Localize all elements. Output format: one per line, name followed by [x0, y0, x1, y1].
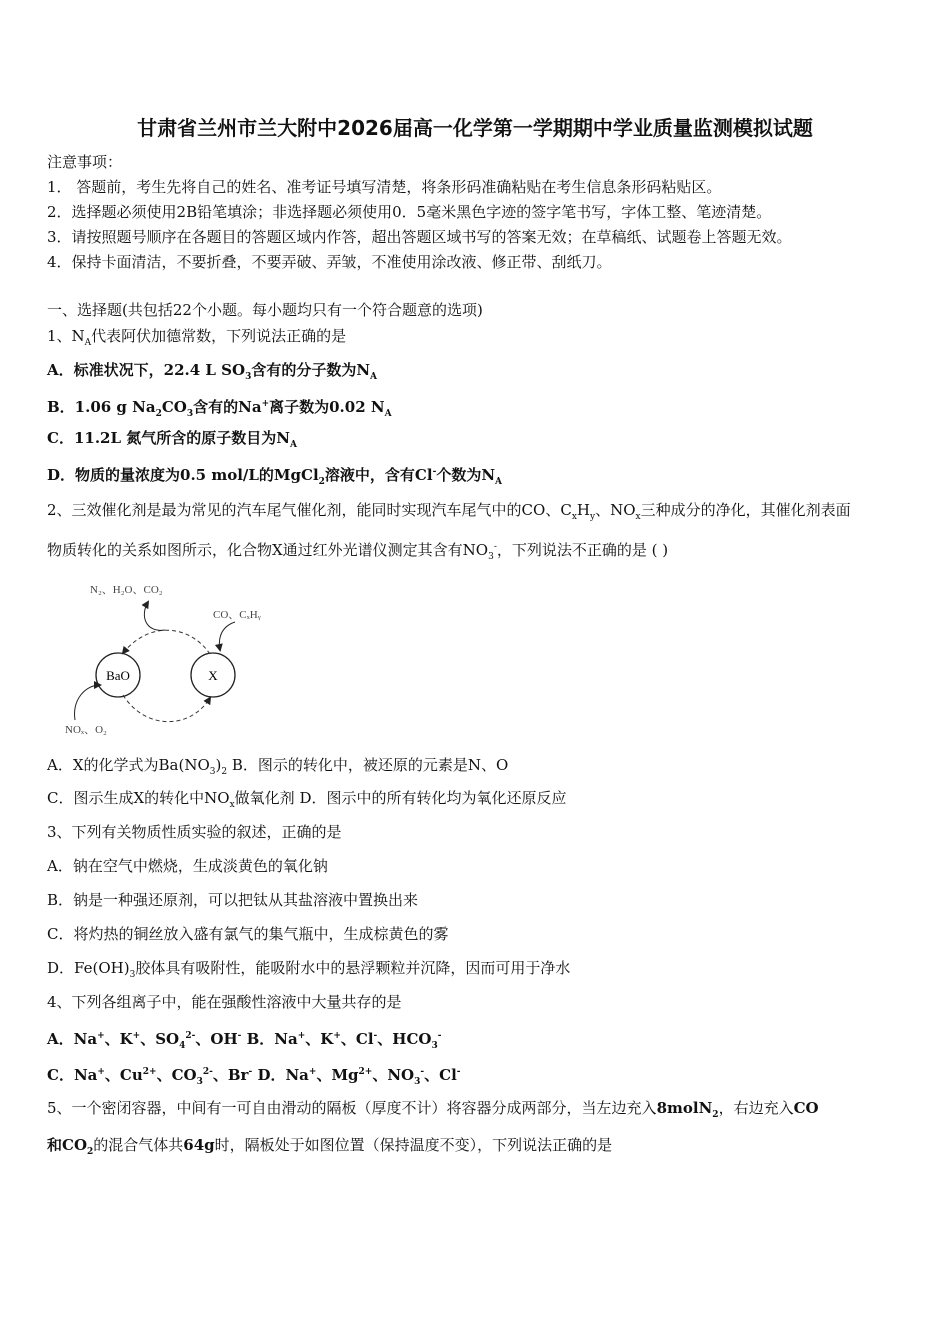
text-segment: 5、一个密闭容器，中间有一可自由滑动的隔板（厚度不计）将容器分成两部分，当左边充入: [47, 1099, 657, 1117]
text-segment: -: [420, 1067, 425, 1077]
text-line: [47, 1026, 441, 1056]
text-segment: A．Na: [47, 1030, 98, 1048]
text-segment: -: [237, 1031, 242, 1041]
text-segment: D．物质的量浓度为0.5 mol/L的MgCl: [47, 466, 319, 484]
text-segment: x: [635, 512, 641, 522]
text-segment: 、Cu: [104, 1066, 143, 1084]
bao-label: BaO: [106, 668, 130, 683]
text-segment: 个数为N: [436, 466, 496, 484]
text-segment: 、Br: [212, 1066, 249, 1084]
text-segment: B．钠是一种强还原剂，可以把钛从其盐溶液中置换出来: [47, 891, 419, 909]
text-segment: 、Mg: [316, 1066, 359, 1084]
text-segment: 2: [318, 477, 325, 487]
text-segment: D．Fe(OH): [47, 959, 130, 977]
text-line: [47, 428, 297, 455]
text-segment: 2．选择题必须使用2B铅笔填涂；非选择题必须使用0．5毫米黑色字迹的签字笔书写，字体工整、笔迹清楚。: [47, 203, 772, 221]
text-segment: 3: [414, 1077, 421, 1087]
text-segment: 胶体具有吸附性，能吸附水中的悬浮颗粒并沉降，因而可用于净水: [135, 959, 571, 977]
text-segment: 离子数为0.02 N: [269, 398, 385, 416]
text-segment: CO: [793, 1099, 819, 1117]
text-segment: 溶液中，含有Cl: [324, 466, 433, 484]
text-segment: 3: [186, 409, 194, 419]
text-segment: 、OH: [195, 1030, 238, 1048]
text-segment: -: [373, 1031, 378, 1041]
text-segment: A: [370, 372, 378, 382]
text-line: [47, 788, 566, 815]
text-line: [47, 152, 122, 172]
text-segment: B．图示的转化中，被还原的元素是N、O: [227, 756, 509, 774]
text-line: [47, 1098, 819, 1125]
text-line: [47, 360, 377, 387]
text-segment: 1． 答题前，考生先将自己的姓名、准考证号填写清楚，将条形码准确粘贴在考生信息条形码粘贴区。: [47, 178, 722, 196]
text-segment: 2、三效催化剂是最为常见的汽车尾气催化剂，能同时实现汽车尾气中的CO、C: [47, 501, 572, 519]
text-line: [47, 537, 668, 567]
text-segment: B．1.06 g Na: [47, 398, 156, 416]
text-segment: -: [493, 542, 497, 552]
text-segment: B．Na: [241, 1030, 298, 1048]
text-segment: 4．保持卡面清洁，不要折叠，不要弄破、弄皱，不准使用涂改液、修正带、刮纸刀。: [47, 253, 612, 271]
text-line: [47, 1135, 612, 1162]
text-line: [47, 394, 392, 424]
text-segment: C．将灼热的铜丝放入盛有氯气的集气瓶中，生成棕黄色的雾: [47, 925, 449, 943]
text-segment: x: [571, 512, 577, 522]
text-segment: A: [84, 338, 92, 348]
text-segment: -: [248, 1067, 253, 1077]
text-line: [47, 755, 508, 782]
text-segment: 含有的Na: [193, 398, 262, 416]
text-segment: +: [261, 399, 270, 409]
text-segment: 、CO: [156, 1066, 197, 1084]
text-segment: 1、N: [47, 327, 85, 345]
text-segment: ): [215, 756, 222, 774]
text-segment: ，右边充入: [718, 1099, 794, 1117]
text-segment: A: [289, 440, 297, 450]
text-segment: A．X的化学式为Ba(NO: [47, 756, 210, 774]
text-segment: CO: [161, 398, 187, 416]
text-line: [47, 300, 483, 320]
text-line: [47, 177, 721, 197]
text-segment: 注意事项：: [47, 153, 123, 171]
text-segment: 一、选择题(共包括22个小题。每小题均只有一个符合题意的选项): [47, 301, 483, 319]
text-segment: 3: [245, 372, 252, 382]
text-segment: 4: [179, 1041, 186, 1051]
text-segment: 、Cl: [340, 1030, 374, 1048]
text-segment: 2: [221, 767, 228, 777]
text-segment: 2: [712, 1110, 719, 1120]
text-segment: +: [308, 1067, 317, 1077]
text-line: [47, 856, 328, 876]
text-segment: 3: [431, 1041, 438, 1051]
text-segment: 、HCO: [377, 1030, 432, 1048]
text-segment: 3: [129, 970, 136, 980]
text-segment: A: [495, 477, 503, 487]
text-segment: 的混合气体共: [93, 1136, 184, 1154]
reactants-left-label: NOₓ、O₂: [65, 724, 107, 736]
text-segment: 3: [488, 552, 494, 562]
text-segment: 代表阿伏加德常数，下列说法正确的是: [91, 327, 347, 345]
text-segment: 2+: [142, 1067, 157, 1077]
text-segment: 3．请按照题号顺序在各题目的答题区域内作答，超出答题区域书写的答案无效；在草稿纸、试题卷上答题无效。: [47, 228, 792, 246]
text-segment: 和CO: [47, 1136, 88, 1154]
text-segment: 、K: [104, 1030, 133, 1048]
text-line: [47, 252, 612, 272]
text-segment: +: [97, 1031, 105, 1041]
text-segment: A．标准状况下，22.4 L SO: [47, 361, 246, 379]
text-segment: 2-: [185, 1031, 196, 1041]
text-segment: 4、下列各组离子中，能在强酸性溶液中大量共存的是: [47, 993, 402, 1011]
text-segment: 含有的分子数为N: [251, 361, 371, 379]
text-segment: A: [384, 409, 392, 419]
text-segment: 、K: [305, 1030, 334, 1048]
text-segment: 、Cl: [424, 1066, 457, 1084]
products-label: N₂、H₂O、CO₂: [90, 584, 163, 596]
text-segment: C．Na: [47, 1066, 98, 1084]
text-segment: 三种成分的净化，其催化剂表面: [640, 501, 851, 519]
text-segment: y: [589, 512, 596, 522]
text-segment: 物质转化的关系如图所示，化合物X通过红外光谱仪测定其含有NO: [47, 541, 489, 559]
text-line: [47, 924, 448, 944]
text-line: [47, 326, 346, 353]
text-line: [47, 500, 851, 527]
text-segment: C．图示生成X的转化中NO: [47, 789, 230, 807]
text-segment: H: [576, 501, 590, 519]
text-line: [47, 202, 771, 222]
text-line: [47, 890, 418, 910]
text-segment: -: [437, 1031, 442, 1041]
text-segment: -: [432, 467, 437, 477]
catalyst-diagram: [60, 575, 300, 740]
text-line: [47, 1062, 461, 1092]
text-segment: 3: [209, 767, 216, 777]
text-line: [47, 958, 570, 985]
text-segment: 3、下列有关物质性质实验的叙述，正确的是: [47, 823, 342, 841]
text-segment: 3: [196, 1077, 203, 1087]
text-segment: 、NO: [595, 501, 636, 519]
text-line: [47, 227, 792, 247]
text-segment: 2: [87, 1147, 94, 1157]
text-segment: +: [333, 1031, 341, 1041]
reactants-right-label: CO、CₓHᵧ: [213, 609, 261, 621]
x-label: X: [208, 668, 218, 683]
text-line: [47, 462, 502, 492]
text-segment: 2: [155, 409, 162, 419]
text-segment: D．Na: [252, 1066, 309, 1084]
text-segment: +: [97, 1067, 105, 1077]
text-segment: 64g: [183, 1136, 215, 1154]
text-segment: 2+: [358, 1067, 373, 1077]
text-line: [47, 992, 402, 1012]
text-segment: +: [132, 1031, 141, 1041]
text-segment: 时，隔板处于如图位置（保持温度不变），下列说法正确的是: [214, 1136, 613, 1154]
text-segment: A．钠在空气中燃烧，生成淡黄色的氧化钠: [47, 857, 328, 875]
page-title: 甘肃省兰州市兰大附中2026届高一化学第一学期期中学业质量监测模拟试题: [137, 116, 813, 140]
text-segment: 、NO: [372, 1066, 415, 1084]
text-segment: +: [297, 1031, 306, 1041]
text-line: [47, 822, 342, 842]
text-segment: 8molN: [656, 1099, 713, 1117]
text-segment: -: [456, 1067, 461, 1077]
text-segment: 做氧化剂 D．图示中的所有转化均为氧化还原反应: [234, 789, 567, 807]
text-segment: 2-: [202, 1067, 213, 1077]
text-segment: ，下列说法不正确的是 ( ): [496, 541, 669, 559]
text-segment: x: [229, 800, 235, 810]
text-segment: 、SO: [140, 1030, 180, 1048]
text-segment: C．11.2L 氮气所含的原子数目为N: [47, 429, 290, 447]
